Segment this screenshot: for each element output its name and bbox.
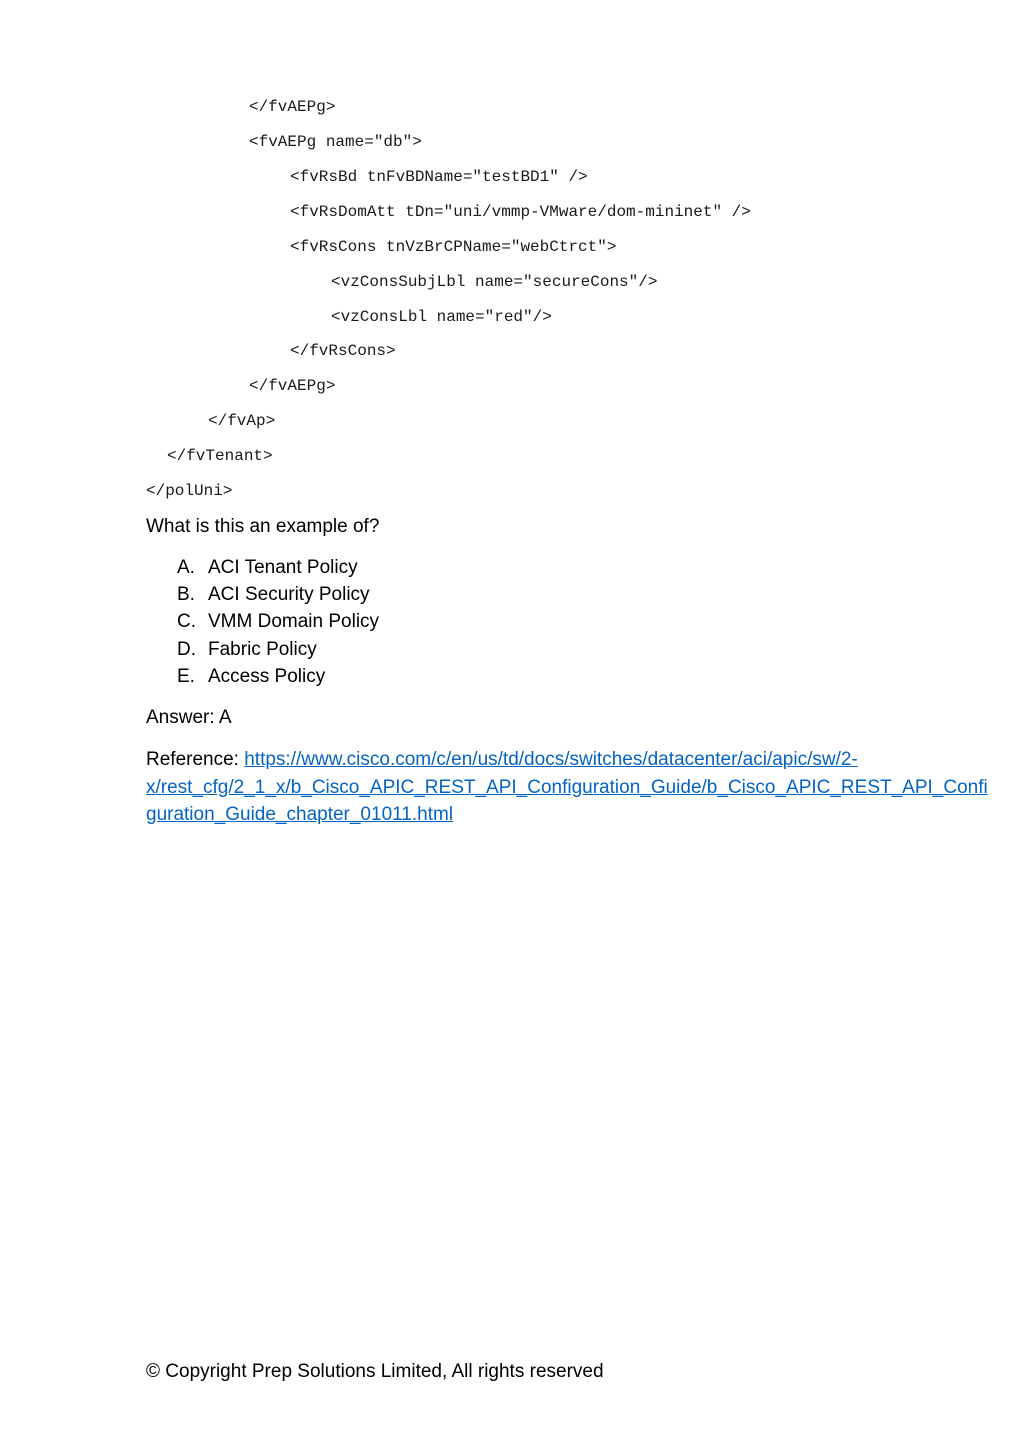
reference-line	[146, 774, 988, 802]
question-text: What is this an example of?	[146, 516, 380, 537]
code-line: <vzConsSubjLbl name="secureCons"/>	[331, 273, 658, 291]
option-text: ACI Tenant Policy	[208, 557, 358, 578]
option-text: VMM Domain Policy	[208, 611, 380, 633]
option-letter: B.	[177, 584, 195, 606]
reference-label: Reference:	[146, 749, 245, 770]
reference-line	[146, 801, 956, 829]
option-letter: D.	[177, 638, 196, 660]
code-line: </fvTenant>	[167, 447, 273, 465]
code-line: <fvRsCons tnVzBrCPName="webCtrct">	[290, 238, 617, 256]
option-letter: E.	[177, 665, 195, 687]
code-line: </fvAEPg>	[249, 377, 336, 395]
code-line: <fvRsBd tnFvBDName="testBD1" />	[290, 168, 588, 186]
code-line: </fvAEPg>	[249, 98, 336, 116]
code-line: <fvRsDomAtt tDn="uni/vmmp-VMware/dom-mininet" />	[290, 203, 751, 221]
reference-link[interactable]: https://www.cisco.com/c/en/us/td/docs/switches/datacenter/aci/apic/sw/2-	[244, 749, 858, 770]
code-line: <fvAEPg name="db">	[249, 133, 422, 151]
option-text: Access Policy	[208, 665, 326, 687]
option-text: ACI Security Policy	[208, 584, 370, 606]
copyright-footer: © Copyright Prep Solutions Limited, All rights reserved	[146, 1361, 604, 1382]
reference-link[interactable]: x/rest_cfg/2_1_x/b_Cisco_APIC_REST_API_Configuration_Guide/b_Cisco_APIC_REST_API_Confi	[146, 776, 988, 798]
reference-block	[146, 746, 988, 829]
option-letter: C.	[177, 611, 196, 633]
code-line: <vzConsLbl name="red"/>	[331, 308, 552, 326]
reference-line	[146, 746, 956, 774]
option-letter: A.	[177, 557, 195, 578]
reference-link[interactable]: guration_Guide_chapter_01011.html	[146, 804, 454, 825]
code-line: </polUni>	[146, 482, 233, 500]
code-line: </fvAp>	[208, 412, 276, 430]
code-line: </fvRsCons>	[290, 342, 396, 360]
answer-text: Answer: A	[146, 707, 232, 728]
option-text: Fabric Policy	[208, 638, 317, 660]
